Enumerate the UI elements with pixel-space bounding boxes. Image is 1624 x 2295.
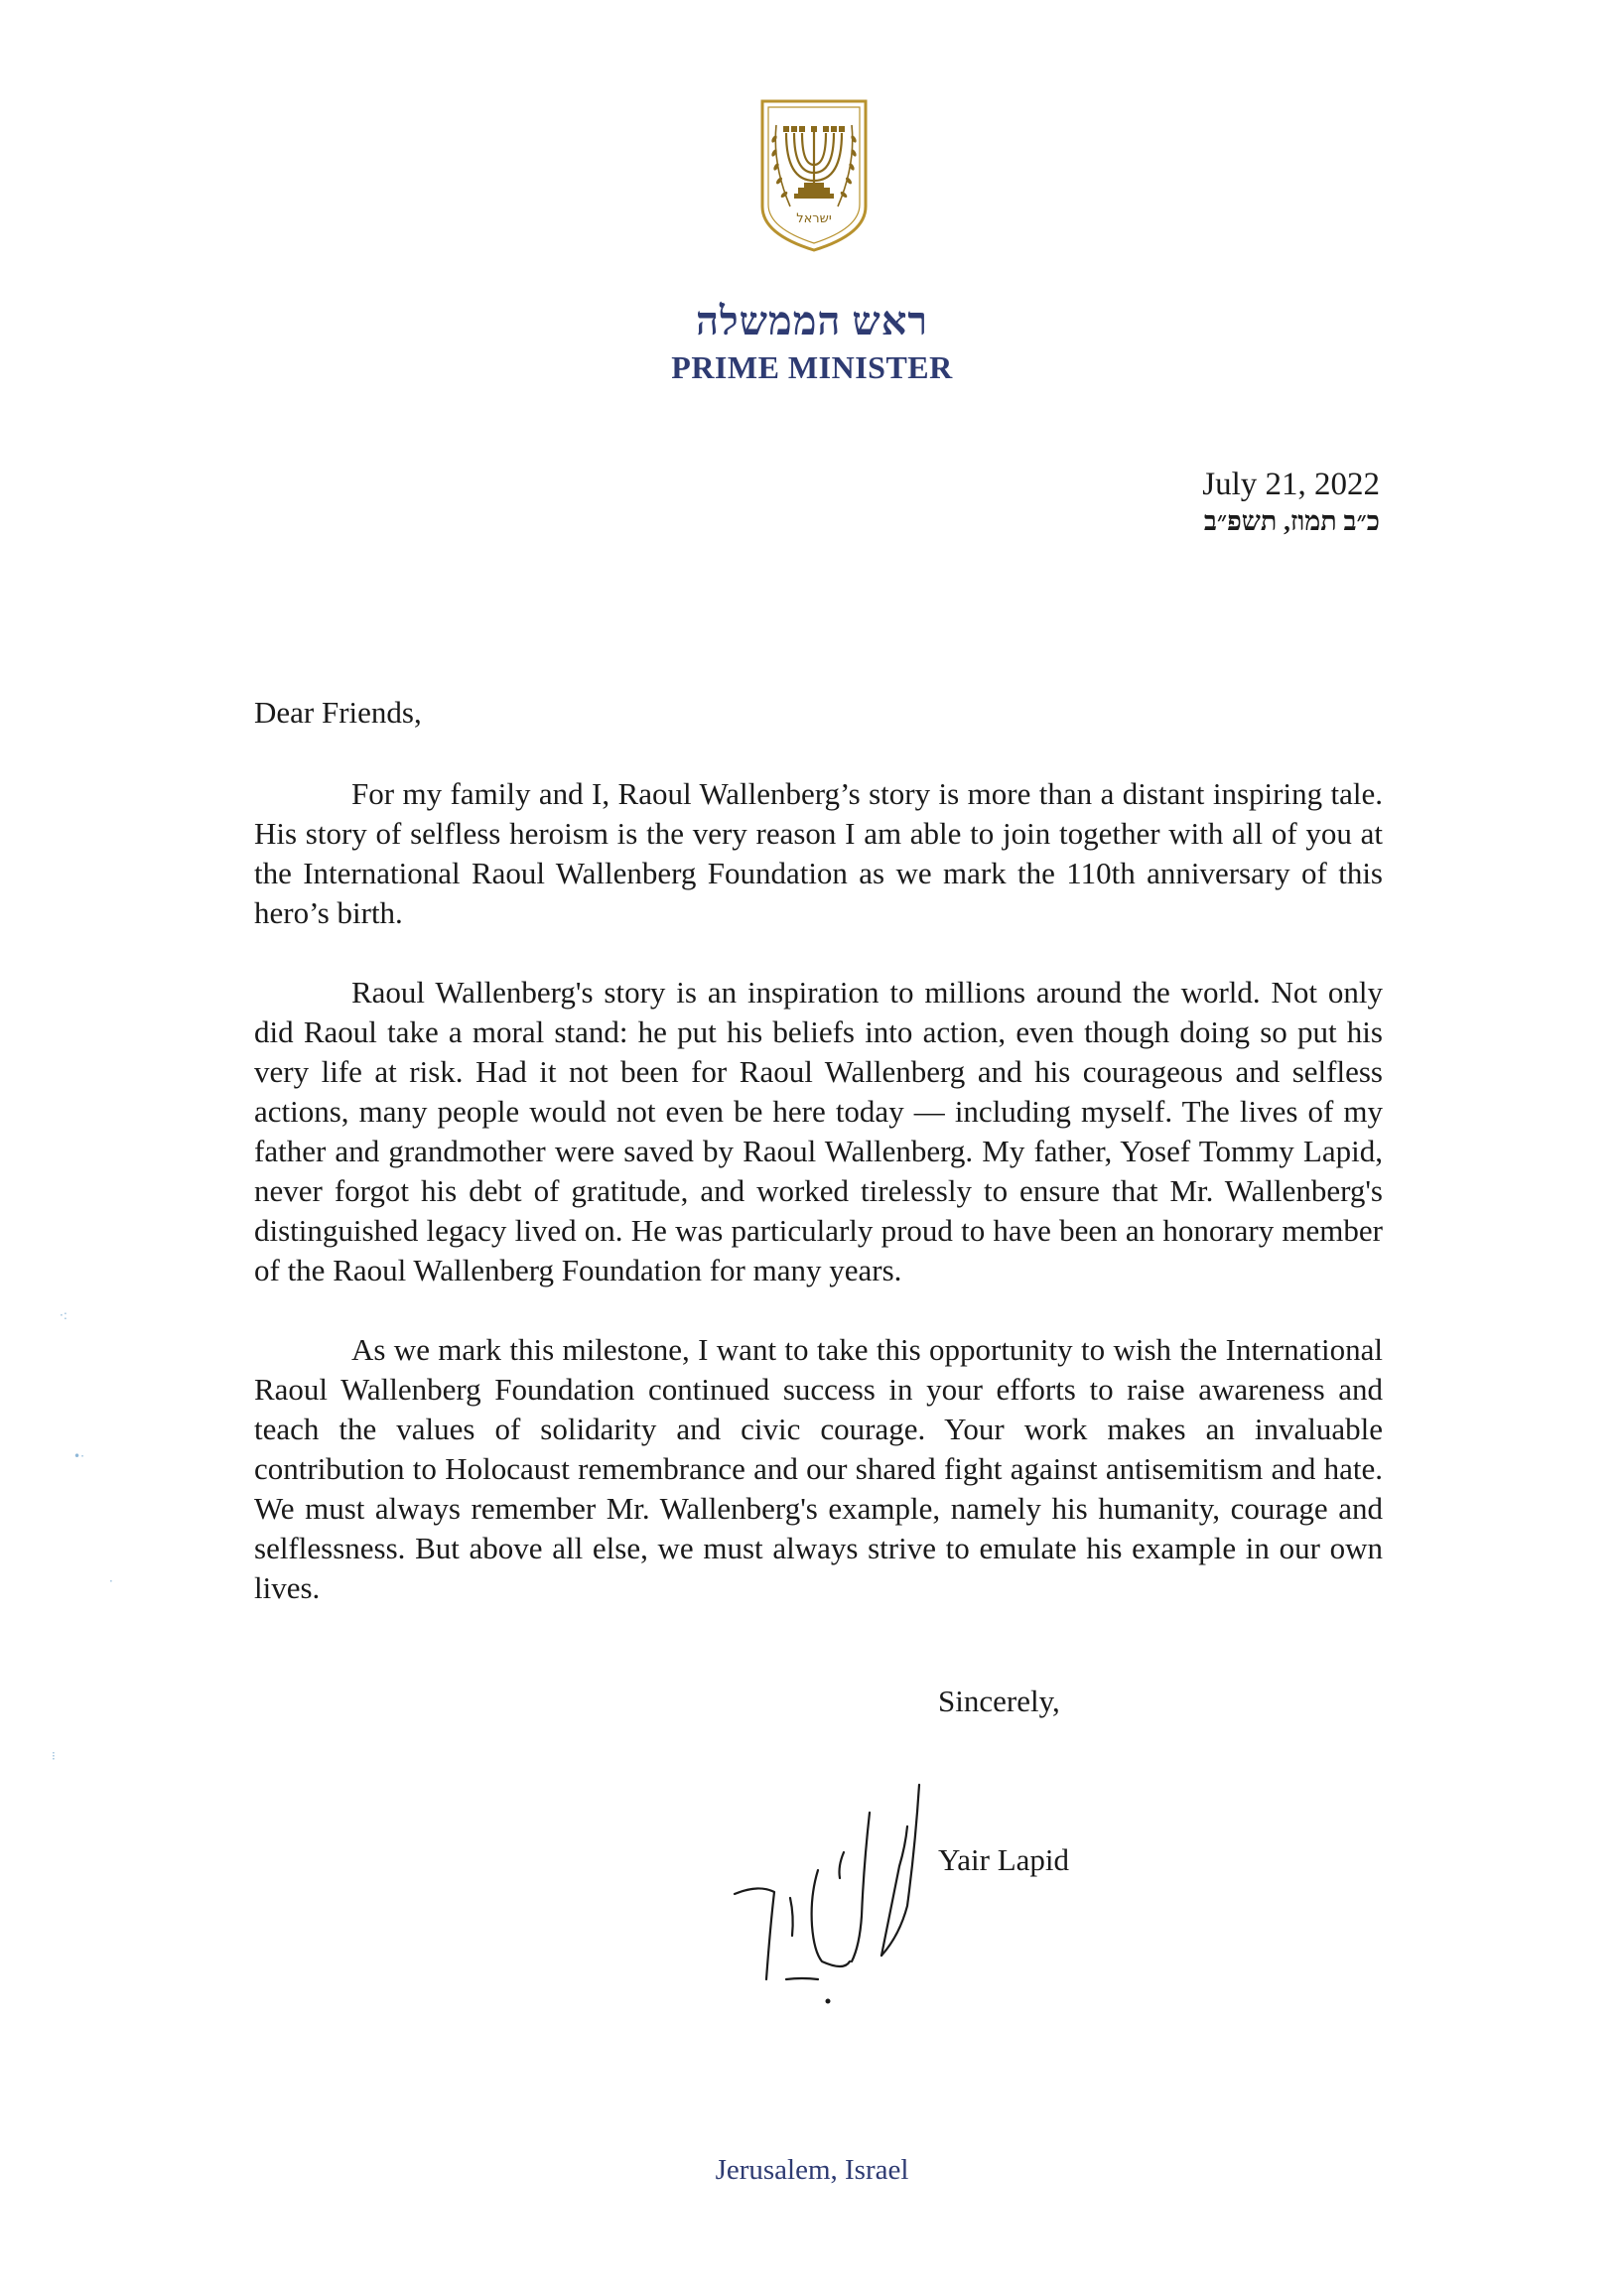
svg-text:ישראל: ישראל bbox=[796, 211, 832, 226]
footer-location: Jerusalem, Israel bbox=[715, 2154, 909, 2186]
closing: Sincerely, bbox=[938, 1684, 1060, 1718]
scan-speck: ⁝ bbox=[52, 1749, 56, 1763]
paragraph-3: As we mark this milestone, I want to take this opportunity to wish the International Raoul Wallenberg Foundation continued success in your efforts to raise awareness and teach the values of solidarity and civic courage. Your work makes an invaluable contribution to Holocaust remembrance and our shared fight against antisemitism and hate. We must always remember Mr. Wallenberg's example, namely his humanity, courage and selflessness. But above all else, we must always strive to emulate his example in our own lives. bbox=[254, 1332, 1383, 1605]
paragraph-2: Raoul Wallenberg's story is an inspiration to millions around the world. Not only did Raoul take a moral stand: he put his beliefs into action, even though doing so put his very life at risk. Had it not been for Raoul Wallenberg and his courageous and selfless actions, many people would not even be here today — including myself. The lives of my father and grandmother were saved by Raoul Wallenberg. My father, Yosef Tommy Lapid, never forgot his debt of gratitude, and worked tirelessly to ensure that Mr. Wallenberg's distinguished legacy lived on. He was particularly proud to have been an honorary member of the Raoul Wallenberg Foundation for many years. bbox=[254, 975, 1383, 1287]
signer-name: Yair Lapid bbox=[938, 1842, 1070, 1877]
scan-speck: · bbox=[109, 1574, 113, 1588]
handwritten-signature-icon bbox=[695, 1767, 953, 2025]
salutation: Dear Friends, bbox=[254, 695, 422, 730]
letterhead-title-hebrew: ראש הממשלה bbox=[695, 299, 929, 343]
emblem-of-israel-icon bbox=[754, 95, 874, 254]
date-hebrew: כ״ב תמוז, תשפ״ב bbox=[1203, 506, 1380, 536]
scan-speck: ·: bbox=[60, 1308, 68, 1322]
date-gregorian: July 21, 2022 bbox=[1202, 467, 1380, 502]
letter-body bbox=[254, 693, 1383, 1648]
date-block bbox=[1202, 465, 1380, 538]
scan-speck: •· bbox=[73, 1449, 84, 1463]
paragraph-1: For my family and I, Raoul Wallenberg’s story is more than a distant inspiring tale. His story of selfless heroism is the very reason I am able to join together with all of you at the International Raoul Wallenberg Foundation as we mark the 110th anniversary of this hero’s birth. bbox=[254, 776, 1383, 930]
letterhead-title-english: PRIME MINISTER bbox=[671, 349, 953, 385]
